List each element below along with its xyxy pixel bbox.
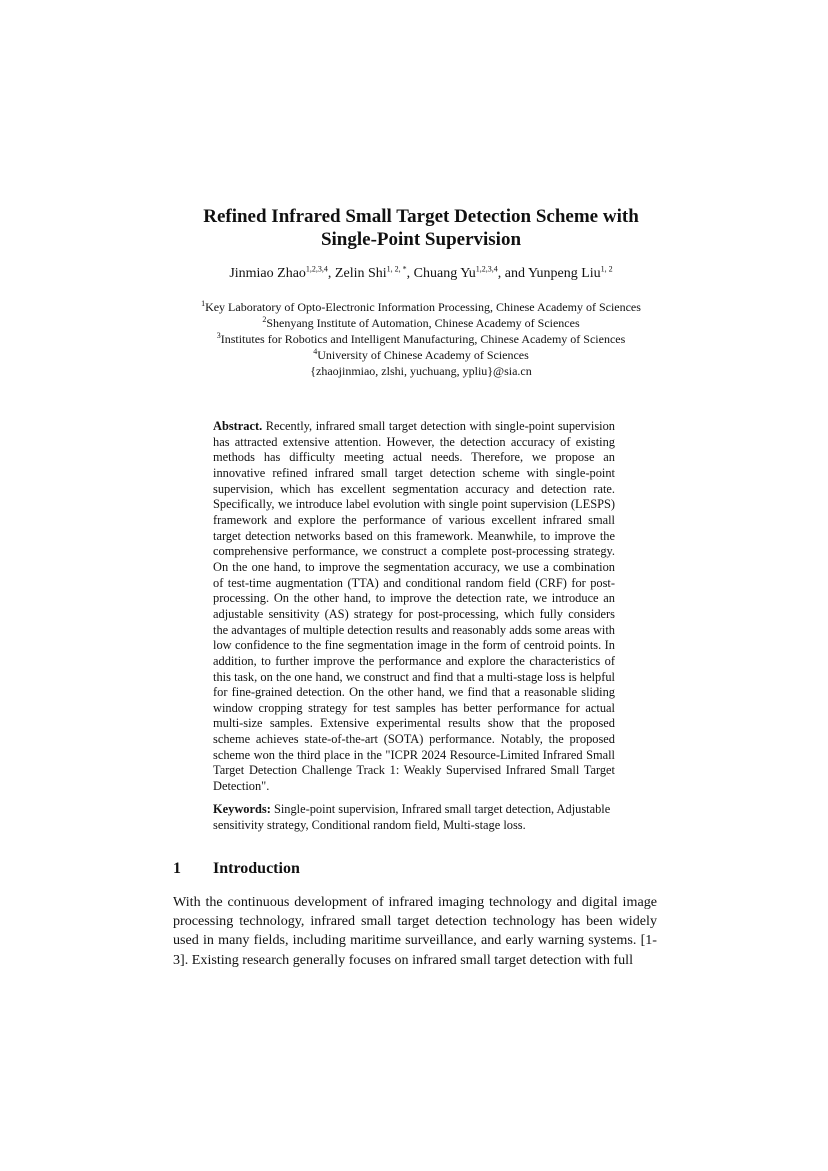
author-name: Chuang Yu: [413, 266, 476, 281]
author-affil-sup: 1, 2: [600, 264, 613, 274]
affiliation-text: Shenyang Institute of Automation, Chinese Academy of Sciences: [266, 316, 580, 330]
keywords-text: Single-point supervision, Infrared small target detection, Adjustable sensitivity strategy, Conditional random field, Multi-stage loss.: [213, 802, 611, 832]
author-name: Jinmiao Zhao: [229, 266, 306, 281]
keywords: [213, 802, 623, 833]
title-line-1: Refined Infrared Small Target Detection Scheme with: [203, 206, 639, 227]
author: [335, 266, 407, 281]
abstract: [213, 419, 615, 795]
affiliation-sup: 1: [201, 299, 206, 308]
paper-title: [150, 205, 692, 251]
author-name: Zelin Shi: [334, 266, 387, 281]
affiliation-sup: 3: [216, 331, 221, 340]
section-heading: [173, 859, 300, 879]
author-affil-sup: 1,2,3,4: [305, 264, 328, 274]
author-name: Yunpeng Liu: [527, 266, 601, 281]
affiliation: [150, 299, 692, 315]
affiliation-text: Key Laboratory of Opto-Electronic Information Processing, Chinese Academy of Sciences: [205, 300, 641, 314]
author-and: , and: [497, 266, 528, 281]
affiliation: [150, 347, 692, 363]
affiliation: [150, 315, 692, 331]
author-affil-sup: 1, 2, *: [386, 264, 407, 274]
author: [414, 266, 498, 281]
affiliation: [150, 331, 692, 347]
author-emails: {zhaojinmiao, zlshi, yuchuang, ypliu}@sia.cn: [310, 364, 532, 378]
section-number: 1: [173, 860, 181, 877]
affiliation-list: [150, 299, 692, 379]
abstract-text: Recently, infrared small target detection with single-point supervision has attracted extensive attention. However, the detection accuracy of existing methods has difficulty meeting actual needs. Therefore, we propose an innovative refined infrared small target detection scheme with single-point supervision, which has excellent segmentation accuracy and detection rate. Specifically, we introduce label evolution with single point supervision (LESPS) framework and explore the performance of various excellent infrared small target detection networks based on this framework. Meanwhile, to improve the comprehensive performance, we construct a complete post-processing strategy. On the one hand, to improve the segmentation accuracy, we use a combination of test-time augmentation (TTA) and conditional random field (CRF) for post-processing. On the other hand, to improve the detection rate, we introduce an adjustable sensitivity (AS) strategy for post-processing, which fully considers the advantages of multiple detection results and reasonably adds some areas with low confidence to the fine segmentation image in the form of centroid points. In addition, to further improve the performance and explore the characteristics of this task, on the one hand, we construct and find that a multi-stage loss is helpful for fine-grained detection. On the other hand, we find that a reasonable sliding window cropping strategy for test samples has better performance for actual multi-size samples. Extensive experimental results show that the proposed scheme achieves state-of-the-art (SOTA) performance. Notably, the proposed scheme won the third place in the "ICPR 2024 Resource-Limited Infrared Small Target Detection Challenge Track 1: Weakly Supervised Infrared Small Target Detection".: [213, 419, 615, 794]
author: [229, 266, 328, 281]
introduction-paragraph: With the continuous development of infrared imaging technology and digital image processing technology, infrared small target detection technology has been widely used in many fields, including maritime surveillance, and early warning systems. [1-3]. Existing research generally focuses on infrared small target detection with full: [173, 894, 657, 968]
affiliation-sup: 2: [262, 315, 267, 324]
keywords-label: Keywords:: [213, 802, 271, 816]
affiliation-text: University of Chinese Academy of Sciences: [317, 348, 529, 362]
author: [528, 266, 613, 281]
abstract-label: Abstract.: [213, 419, 263, 433]
affiliation-sup: 4: [313, 347, 318, 356]
author-list: [150, 265, 692, 283]
section-title: Introduction: [213, 860, 300, 877]
affiliation-text: Institutes for Robotics and Intelligent Manufacturing, Chinese Academy of Sciences: [220, 332, 626, 346]
title-line-2: Single-Point Supervision: [320, 229, 522, 250]
author-separator: ,: [406, 266, 414, 281]
author-affil-sup: 1,2,3,4: [475, 264, 498, 274]
author-separator: ,: [327, 266, 335, 281]
